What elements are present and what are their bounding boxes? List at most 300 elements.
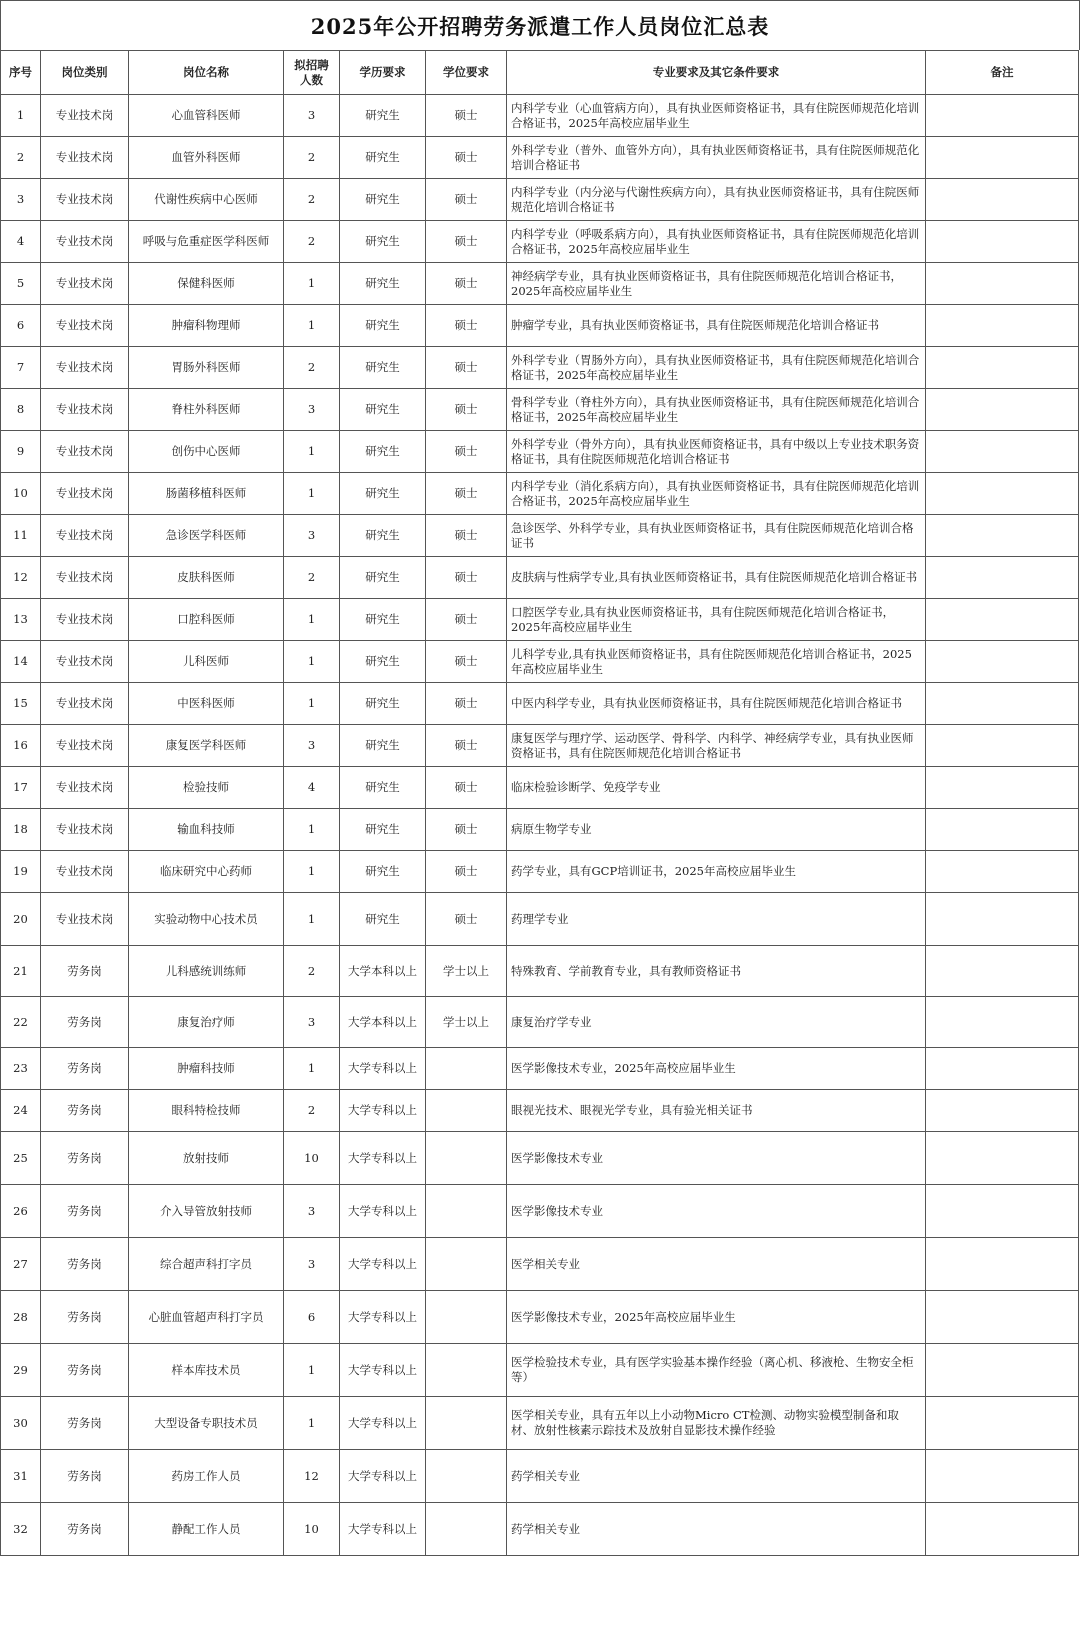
table-row	[1, 1090, 1079, 1132]
cell-education: 大学专科以上	[340, 1238, 426, 1291]
cell-count: 3	[284, 725, 340, 767]
table-row	[1, 1503, 1079, 1556]
cell-position: 输血科技师	[129, 809, 284, 851]
cell-count: 2	[284, 347, 340, 389]
table-row	[1, 179, 1079, 221]
header-seq: 序号	[1, 51, 41, 95]
cell-position: 大型设备专职技术员	[129, 1397, 284, 1450]
cell-seq: 4	[1, 221, 41, 263]
table-row	[1, 1048, 1079, 1090]
cell-degree: 硕士	[426, 893, 507, 946]
cell-category: 劳务岗	[41, 997, 129, 1048]
cell-count: 1	[284, 431, 340, 473]
positions-table	[0, 50, 1079, 1556]
cell-remarks	[926, 137, 1079, 179]
table-row	[1, 389, 1079, 431]
cell-degree: 硕士	[426, 389, 507, 431]
cell-category: 专业技术岗	[41, 515, 129, 557]
cell-position: 心血管科医师	[129, 95, 284, 137]
table-row	[1, 305, 1079, 347]
cell-degree: 学士以上	[426, 946, 507, 997]
cell-requirements: 外科学专业（普外、血管外方向），具有执业医师资格证书，具有住院医师规范化培训合格证书	[507, 137, 926, 179]
cell-requirements: 药理学专业	[507, 893, 926, 946]
cell-requirements: 中医内科学专业，具有执业医师资格证书，具有住院医师规范化培训合格证书	[507, 683, 926, 725]
cell-degree: 硕士	[426, 641, 507, 683]
cell-education: 研究生	[340, 137, 426, 179]
cell-degree: 学士以上	[426, 997, 507, 1048]
cell-category: 专业技术岗	[41, 683, 129, 725]
cell-remarks	[926, 997, 1079, 1048]
cell-seq: 24	[1, 1090, 41, 1132]
header-count-line1: 拟招聘	[294, 57, 329, 72]
cell-position: 眼科特检技师	[129, 1090, 284, 1132]
cell-requirements: 内科学专业（内分泌与代谢性疾病方向），具有执业医师资格证书，具有住院医师规范化培训合格证书	[507, 179, 926, 221]
cell-category: 劳务岗	[41, 1185, 129, 1238]
cell-seq: 8	[1, 389, 41, 431]
cell-count: 1	[284, 893, 340, 946]
cell-seq: 27	[1, 1238, 41, 1291]
cell-count: 12	[284, 1450, 340, 1503]
cell-count: 1	[284, 263, 340, 305]
cell-remarks	[926, 767, 1079, 809]
cell-position: 静配工作人员	[129, 1503, 284, 1556]
cell-degree: 硕士	[426, 557, 507, 599]
cell-count: 10	[284, 1503, 340, 1556]
cell-category: 专业技术岗	[41, 179, 129, 221]
cell-category: 专业技术岗	[41, 431, 129, 473]
cell-position: 急诊医学科医师	[129, 515, 284, 557]
cell-count: 1	[284, 683, 340, 725]
cell-remarks	[926, 95, 1079, 137]
cell-position: 临床研究中心药师	[129, 851, 284, 893]
cell-category: 专业技术岗	[41, 851, 129, 893]
table-row	[1, 347, 1079, 389]
cell-seq: 23	[1, 1048, 41, 1090]
cell-degree	[426, 1503, 507, 1556]
cell-education: 大学专科以上	[340, 1397, 426, 1450]
cell-degree: 硕士	[426, 221, 507, 263]
cell-category: 专业技术岗	[41, 767, 129, 809]
cell-seq: 32	[1, 1503, 41, 1556]
cell-position: 血管外科医师	[129, 137, 284, 179]
cell-seq: 26	[1, 1185, 41, 1238]
cell-position: 代谢性疾病中心医师	[129, 179, 284, 221]
cell-degree	[426, 1344, 507, 1397]
table-row	[1, 95, 1079, 137]
cell-remarks	[926, 221, 1079, 263]
cell-requirements: 医学影像技术专业，2025年高校应届毕业生	[507, 1291, 926, 1344]
header-remarks: 备注	[926, 51, 1079, 95]
cell-seq: 1	[1, 95, 41, 137]
cell-count: 1	[284, 851, 340, 893]
cell-education: 研究生	[340, 851, 426, 893]
table-row	[1, 725, 1079, 767]
cell-category: 劳务岗	[41, 1090, 129, 1132]
cell-requirements: 口腔医学专业,具有执业医师资格证书，具有住院医师规范化培训合格证书，2025年高校应届毕业生	[507, 599, 926, 641]
cell-requirements: 康复治疗学专业	[507, 997, 926, 1048]
cell-requirements: 神经病学专业，具有执业医师资格证书，具有住院医师规范化培训合格证书，2025年高校应届毕业生	[507, 263, 926, 305]
cell-education: 研究生	[340, 641, 426, 683]
cell-remarks	[926, 1048, 1079, 1090]
cell-requirements: 病原生物学专业	[507, 809, 926, 851]
table-row	[1, 599, 1079, 641]
cell-category: 劳务岗	[41, 1291, 129, 1344]
cell-remarks	[926, 431, 1079, 473]
cell-seq: 21	[1, 946, 41, 997]
table-row	[1, 1450, 1079, 1503]
table-row	[1, 1132, 1079, 1185]
cell-requirements: 骨科学专业（脊柱外方向），具有执业医师资格证书，具有住院医师规范化培训合格证书，2025年高校应届毕业生	[507, 389, 926, 431]
cell-seq: 5	[1, 263, 41, 305]
cell-degree	[426, 1238, 507, 1291]
cell-category: 劳务岗	[41, 1397, 129, 1450]
cell-requirements: 临床检验诊断学、免疫学专业	[507, 767, 926, 809]
cell-degree	[426, 1090, 507, 1132]
cell-requirements: 康复医学与理疗学、运动医学、骨科学、内科学、神经病学专业，具有执业医师资格证书，具有住院医师规范化培训合格证书	[507, 725, 926, 767]
cell-education: 研究生	[340, 683, 426, 725]
cell-count: 10	[284, 1132, 340, 1185]
cell-remarks	[926, 1291, 1079, 1344]
cell-education: 大学专科以上	[340, 1048, 426, 1090]
header-category: 岗位类别	[41, 51, 129, 95]
cell-education: 研究生	[340, 305, 426, 347]
cell-count: 3	[284, 95, 340, 137]
cell-category: 劳务岗	[41, 946, 129, 997]
cell-seq: 13	[1, 599, 41, 641]
cell-degree: 硕士	[426, 767, 507, 809]
cell-degree: 硕士	[426, 263, 507, 305]
cell-education: 大学专科以上	[340, 1132, 426, 1185]
cell-degree	[426, 1132, 507, 1185]
cell-remarks	[926, 851, 1079, 893]
table-row	[1, 1185, 1079, 1238]
cell-count: 2	[284, 221, 340, 263]
cell-seq: 17	[1, 767, 41, 809]
cell-requirements: 内科学专业（心血管病方向），具有执业医师资格证书，具有住院医师规范化培训合格证书，2025年高校应届毕业生	[507, 95, 926, 137]
cell-education: 研究生	[340, 179, 426, 221]
cell-degree: 硕士	[426, 599, 507, 641]
cell-category: 专业技术岗	[41, 473, 129, 515]
cell-position: 介入导管放射技师	[129, 1185, 284, 1238]
cell-position: 中医科医师	[129, 683, 284, 725]
cell-category: 专业技术岗	[41, 95, 129, 137]
table-row	[1, 263, 1079, 305]
cell-education: 研究生	[340, 893, 426, 946]
cell-seq: 11	[1, 515, 41, 557]
cell-remarks	[926, 179, 1079, 221]
cell-count: 4	[284, 767, 340, 809]
cell-requirements: 医学相关专业	[507, 1238, 926, 1291]
header-degree: 学位要求	[426, 51, 507, 95]
cell-count: 1	[284, 599, 340, 641]
cell-category: 专业技术岗	[41, 893, 129, 946]
cell-category: 专业技术岗	[41, 641, 129, 683]
table-row	[1, 1344, 1079, 1397]
cell-count: 1	[284, 1344, 340, 1397]
cell-count: 1	[284, 809, 340, 851]
cell-seq: 20	[1, 893, 41, 946]
cell-remarks	[926, 305, 1079, 347]
cell-seq: 12	[1, 557, 41, 599]
table-row	[1, 946, 1079, 997]
cell-count: 1	[284, 473, 340, 515]
cell-category: 劳务岗	[41, 1132, 129, 1185]
cell-position: 药房工作人员	[129, 1450, 284, 1503]
cell-category: 专业技术岗	[41, 557, 129, 599]
header-education: 学历要求	[340, 51, 426, 95]
cell-requirements: 药学相关专业	[507, 1450, 926, 1503]
cell-seq: 31	[1, 1450, 41, 1503]
cell-count: 1	[284, 305, 340, 347]
cell-position: 肠菌移植科医师	[129, 473, 284, 515]
cell-position: 肿瘤科物理师	[129, 305, 284, 347]
cell-category: 专业技术岗	[41, 389, 129, 431]
cell-count: 2	[284, 1090, 340, 1132]
cell-category: 劳务岗	[41, 1238, 129, 1291]
cell-position: 检验技师	[129, 767, 284, 809]
table-row	[1, 683, 1079, 725]
cell-education: 研究生	[340, 515, 426, 557]
cell-seq: 2	[1, 137, 41, 179]
cell-category: 专业技术岗	[41, 347, 129, 389]
cell-remarks	[926, 473, 1079, 515]
cell-position: 康复医学科医师	[129, 725, 284, 767]
cell-remarks	[926, 389, 1079, 431]
cell-seq: 14	[1, 641, 41, 683]
cell-seq: 7	[1, 347, 41, 389]
cell-education: 大学专科以上	[340, 1503, 426, 1556]
cell-education: 研究生	[340, 473, 426, 515]
cell-education: 研究生	[340, 599, 426, 641]
cell-education: 研究生	[340, 725, 426, 767]
cell-degree: 硕士	[426, 473, 507, 515]
table-row	[1, 893, 1079, 946]
cell-count: 2	[284, 557, 340, 599]
cell-degree	[426, 1185, 507, 1238]
cell-degree: 硕士	[426, 725, 507, 767]
cell-remarks	[926, 1397, 1079, 1450]
table-row	[1, 431, 1079, 473]
cell-category: 劳务岗	[41, 1344, 129, 1397]
table-row	[1, 767, 1079, 809]
cell-remarks	[926, 557, 1079, 599]
cell-degree: 硕士	[426, 515, 507, 557]
table-row	[1, 851, 1079, 893]
cell-count: 1	[284, 1048, 340, 1090]
table-row	[1, 1397, 1079, 1450]
cell-category: 专业技术岗	[41, 809, 129, 851]
cell-degree: 硕士	[426, 95, 507, 137]
cell-category: 专业技术岗	[41, 725, 129, 767]
cell-requirements: 外科学专业（胃肠外方向），具有执业医师资格证书，具有住院医师规范化培训合格证书，2025年高校应届毕业生	[507, 347, 926, 389]
cell-remarks	[926, 683, 1079, 725]
cell-education: 大学专科以上	[340, 1344, 426, 1397]
table-row	[1, 221, 1079, 263]
cell-count: 3	[284, 1238, 340, 1291]
cell-requirements: 药学专业，具有GCP培训证书，2025年高校应届毕业生	[507, 851, 926, 893]
cell-count: 3	[284, 997, 340, 1048]
header-row	[1, 51, 1079, 95]
cell-remarks	[926, 1503, 1079, 1556]
table-row	[1, 473, 1079, 515]
header-position: 岗位名称	[129, 51, 284, 95]
cell-degree: 硕士	[426, 179, 507, 221]
cell-count: 2	[284, 179, 340, 221]
cell-seq: 30	[1, 1397, 41, 1450]
page-title: 2025年公开招聘劳务派遣工作人员岗位汇总表	[0, 0, 1080, 50]
cell-seq: 15	[1, 683, 41, 725]
cell-remarks	[926, 1132, 1079, 1185]
cell-seq: 16	[1, 725, 41, 767]
cell-requirements: 眼视光技术、眼视光学专业，具有验光相关证书	[507, 1090, 926, 1132]
cell-position: 儿科医师	[129, 641, 284, 683]
table-row	[1, 1238, 1079, 1291]
cell-position: 皮肤科医师	[129, 557, 284, 599]
cell-education: 大学专科以上	[340, 1450, 426, 1503]
header-count	[284, 51, 340, 95]
cell-requirements: 肿瘤学专业，具有执业医师资格证书，具有住院医师规范化培训合格证书	[507, 305, 926, 347]
cell-requirements: 医学检验技术专业，具有医学实验基本操作经验（离心机、移液枪、生物安全柜等）	[507, 1344, 926, 1397]
cell-degree: 硕士	[426, 305, 507, 347]
cell-degree: 硕士	[426, 809, 507, 851]
table-row	[1, 1291, 1079, 1344]
cell-requirements: 医学影像技术专业，2025年高校应届毕业生	[507, 1048, 926, 1090]
cell-education: 大学专科以上	[340, 1090, 426, 1132]
cell-count: 3	[284, 389, 340, 431]
cell-requirements: 医学影像技术专业	[507, 1185, 926, 1238]
cell-count: 3	[284, 515, 340, 557]
cell-position: 口腔科医师	[129, 599, 284, 641]
cell-seq: 19	[1, 851, 41, 893]
cell-degree: 硕士	[426, 347, 507, 389]
cell-education: 大学专科以上	[340, 1185, 426, 1238]
cell-remarks	[926, 893, 1079, 946]
cell-count: 1	[284, 1397, 340, 1450]
cell-requirements: 医学影像技术专业	[507, 1132, 926, 1185]
cell-requirements: 急诊医学、外科学专业，具有执业医师资格证书，具有住院医师规范化培训合格证书	[507, 515, 926, 557]
cell-education: 大学专科以上	[340, 1291, 426, 1344]
cell-position: 样本库技术员	[129, 1344, 284, 1397]
cell-category: 专业技术岗	[41, 263, 129, 305]
cell-education: 研究生	[340, 347, 426, 389]
cell-degree: 硕士	[426, 851, 507, 893]
header-count-line2: 人数	[300, 72, 323, 87]
cell-position: 保健科医师	[129, 263, 284, 305]
cell-degree	[426, 1048, 507, 1090]
cell-category: 劳务岗	[41, 1048, 129, 1090]
cell-education: 研究生	[340, 263, 426, 305]
cell-remarks	[926, 347, 1079, 389]
cell-seq: 22	[1, 997, 41, 1048]
cell-requirements: 外科学专业（骨外方向），具有执业医师资格证书，具有中级以上专业技术职务资格证书，具有住院医师规范化培训合格证书	[507, 431, 926, 473]
cell-count: 1	[284, 641, 340, 683]
cell-category: 专业技术岗	[41, 599, 129, 641]
cell-education: 大学本科以上	[340, 946, 426, 997]
cell-requirements: 内科学专业（呼吸系病方向），具有执业医师资格证书，具有住院医师规范化培训合格证书，2025年高校应届毕业生	[507, 221, 926, 263]
cell-remarks	[926, 1450, 1079, 1503]
table-row	[1, 641, 1079, 683]
cell-remarks	[926, 599, 1079, 641]
cell-seq: 18	[1, 809, 41, 851]
cell-seq: 28	[1, 1291, 41, 1344]
cell-position: 放射技师	[129, 1132, 284, 1185]
cell-requirements: 内科学专业（消化系病方向），具有执业医师资格证书，具有住院医师规范化培训合格证书，2025年高校应届毕业生	[507, 473, 926, 515]
table-row	[1, 997, 1079, 1048]
cell-remarks	[926, 1344, 1079, 1397]
cell-position: 胃肠外科医师	[129, 347, 284, 389]
cell-requirements: 药学相关专业	[507, 1503, 926, 1556]
cell-remarks	[926, 1185, 1079, 1238]
table-row	[1, 137, 1079, 179]
cell-remarks	[926, 725, 1079, 767]
cell-category: 劳务岗	[41, 1503, 129, 1556]
cell-remarks	[926, 1238, 1079, 1291]
cell-degree: 硕士	[426, 431, 507, 473]
cell-category: 专业技术岗	[41, 137, 129, 179]
cell-category: 专业技术岗	[41, 305, 129, 347]
cell-position: 实验动物中心技术员	[129, 893, 284, 946]
cell-remarks	[926, 1090, 1079, 1132]
cell-position: 综合超声科打字员	[129, 1238, 284, 1291]
cell-seq: 25	[1, 1132, 41, 1185]
cell-count: 2	[284, 137, 340, 179]
cell-position: 康复治疗师	[129, 997, 284, 1048]
cell-degree: 硕士	[426, 683, 507, 725]
cell-position: 呼吸与危重症医学科医师	[129, 221, 284, 263]
cell-requirements: 儿科学专业,具有执业医师资格证书，具有住院医师规范化培训合格证书，2025年高校应届毕业生	[507, 641, 926, 683]
table-row	[1, 557, 1079, 599]
cell-requirements: 皮肤病与性病学专业,具有执业医师资格证书，具有住院医师规范化培训合格证书	[507, 557, 926, 599]
cell-category: 劳务岗	[41, 1450, 129, 1503]
cell-education: 研究生	[340, 767, 426, 809]
cell-requirements: 特殊教育、学前教育专业，具有教师资格证书	[507, 946, 926, 997]
cell-education: 研究生	[340, 389, 426, 431]
cell-seq: 29	[1, 1344, 41, 1397]
table-row	[1, 809, 1079, 851]
cell-seq: 9	[1, 431, 41, 473]
cell-position: 儿科感统训练师	[129, 946, 284, 997]
cell-remarks	[926, 263, 1079, 305]
cell-count: 2	[284, 946, 340, 997]
cell-count: 3	[284, 1185, 340, 1238]
cell-seq: 6	[1, 305, 41, 347]
cell-position: 创伤中心医师	[129, 431, 284, 473]
header-requirements: 专业要求及其它条件要求	[507, 51, 926, 95]
cell-seq: 3	[1, 179, 41, 221]
cell-degree: 硕士	[426, 137, 507, 179]
cell-degree	[426, 1397, 507, 1450]
cell-seq: 10	[1, 473, 41, 515]
cell-education: 大学本科以上	[340, 997, 426, 1048]
cell-education: 研究生	[340, 221, 426, 263]
cell-position: 肿瘤科技师	[129, 1048, 284, 1090]
cell-education: 研究生	[340, 809, 426, 851]
cell-remarks	[926, 946, 1079, 997]
cell-degree	[426, 1450, 507, 1503]
cell-education: 研究生	[340, 431, 426, 473]
cell-category: 专业技术岗	[41, 221, 129, 263]
cell-remarks	[926, 809, 1079, 851]
cell-count: 6	[284, 1291, 340, 1344]
table-row	[1, 515, 1079, 557]
cell-remarks	[926, 515, 1079, 557]
cell-position: 心脏血管超声科打字员	[129, 1291, 284, 1344]
cell-requirements: 医学相关专业，具有五年以上小动物Micro CT检测、动物实验模型制备和取材、放射性核素示踪技术及放射自显影技术操作经验	[507, 1397, 926, 1450]
cell-education: 研究生	[340, 557, 426, 599]
cell-position: 脊柱外科医师	[129, 389, 284, 431]
cell-education: 研究生	[340, 95, 426, 137]
cell-degree	[426, 1291, 507, 1344]
